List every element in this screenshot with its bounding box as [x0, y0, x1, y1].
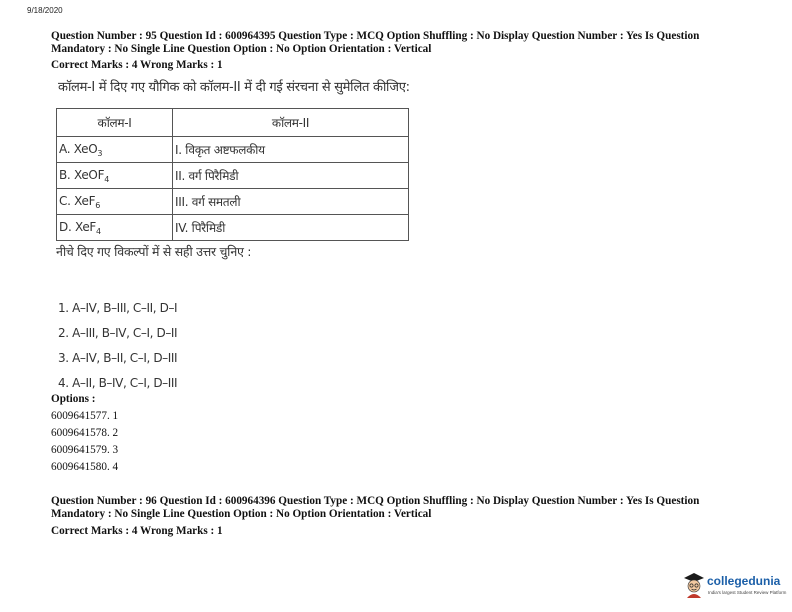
- q95-header: [51, 30, 771, 56]
- compound-cell: D. XeF$_4$: [57, 215, 173, 241]
- q96-header: [51, 495, 771, 521]
- q95-header-line2: Mandatory : No Single Line Question Option : No Option Orientation : Vertical: [51, 43, 432, 55]
- q96-header-line1: Question Number : 96 Question Id : 600964396 Question Type : MCQ Option Shuffling : No Display Question Number : Yes Is Question: [51, 495, 700, 507]
- compound-cell: B. XeOF$_4$: [57, 163, 173, 189]
- q96-header-line2: Mandatory : No Single Line Question Option : No Option Orientation : Vertical: [51, 508, 432, 520]
- q96-marks: Correct Marks : 4 Wrong Marks : 1: [51, 525, 223, 537]
- q95-marks: Correct Marks : 4 Wrong Marks : 1: [51, 59, 223, 71]
- structure-cell: IV. पिरैमिडी: [173, 215, 409, 241]
- structure-cell: II. वर्ग पिरैमिडी: [173, 163, 409, 189]
- answer-choice: 1. A–IV, B–III, C–II, D–I: [58, 301, 178, 315]
- student-mascot-icon: [683, 572, 705, 598]
- q95-instruction: कॉलम-I में दिए गए यौगिक को कॉलम-II में दी गई संरचना से सुमेलित कीजिए:: [58, 80, 410, 95]
- option-id: 6009641578. 2: [51, 427, 119, 439]
- answer-choice: 3. A–IV, B–II, C–I, D–III: [58, 351, 178, 365]
- compound-cell: C. XeF$_6$: [57, 189, 173, 215]
- match-table: [56, 108, 409, 241]
- q95-prompt: नीचे दिए गए विकल्पों में से सही उत्तर चुनिए :: [56, 244, 252, 259]
- compound-cell: A. XeO$_3$: [57, 137, 173, 163]
- print-date: 9/18/2020: [27, 6, 63, 15]
- table-row: [57, 189, 409, 215]
- options-label: Options :: [51, 393, 96, 405]
- answer-choice: 2. A–III, B–IV, C–I, D–II: [58, 326, 178, 340]
- collegedunia-logo: [683, 572, 787, 603]
- match-table-header: [57, 109, 409, 137]
- table-row: [57, 163, 409, 189]
- answer-choice: 4. A–II, B–IV, C–I, D–III: [58, 376, 178, 390]
- option-id: 6009641577. 1: [51, 410, 119, 422]
- column-1-header: कॉलम-I: [57, 109, 173, 137]
- structure-cell: I. विकृत अष्टफलकीय: [173, 137, 409, 163]
- q95-header-line1: Question Number : 95 Question Id : 600964395 Question Type : MCQ Option Shuffling : No Display Question Number : Yes Is Question: [51, 30, 700, 42]
- table-row: [57, 137, 409, 163]
- q95-question-body: [52, 78, 432, 260]
- structure-cell: III. वर्ग समतली: [173, 189, 409, 215]
- option-id: 6009641579. 3: [51, 444, 119, 456]
- answer-choices: [58, 296, 177, 396]
- column-2-header: कॉलम-II: [173, 109, 409, 137]
- logo-brand: collegedunia: [707, 574, 781, 588]
- table-row: [57, 215, 409, 241]
- logo-tagline: India's largest Student Review Platform: [708, 590, 787, 595]
- option-id: 6009641580. 4: [51, 461, 119, 473]
